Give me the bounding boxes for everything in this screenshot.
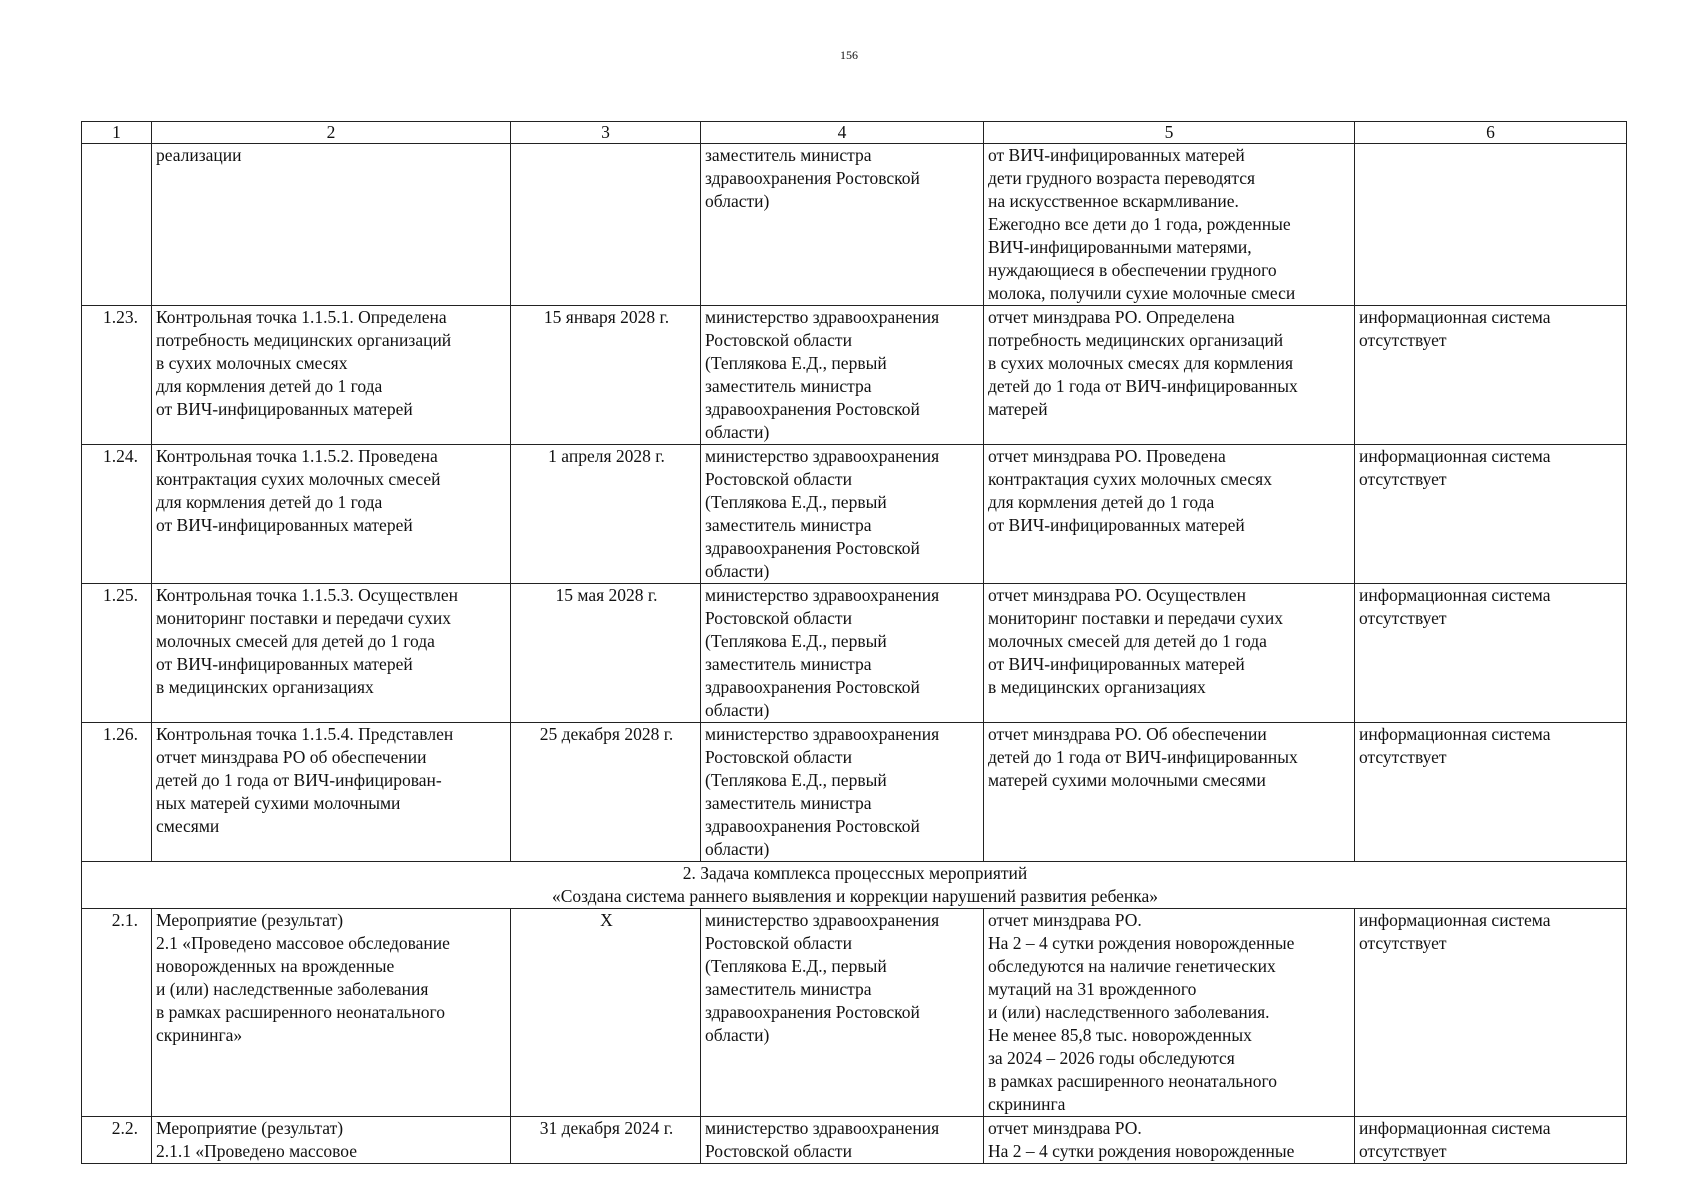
responsible: заместитель министра здравоохранения Ростовской области): [701, 144, 984, 306]
column-header: 2: [152, 122, 511, 144]
item-name: Контрольная точка 1.1.5.4. Представлен отчет минздрава РО об обеспечении детей до 1 года от ВИЧ-инфицирован- ных матерей сухими молочными смесями: [152, 723, 511, 862]
table-row: [82, 723, 1627, 862]
table-row: [82, 445, 1627, 584]
column-header: 4: [701, 122, 984, 144]
row-number: [82, 144, 152, 306]
column-header: 3: [511, 122, 701, 144]
due-date: [511, 144, 701, 306]
item-name: реализации: [152, 144, 511, 306]
info-system: информационная система отсутствует: [1355, 445, 1627, 584]
result-description: отчет минздрава РО. Об обеспечении детей до 1 года от ВИЧ-инфицированных матерей сухими молочными смесями: [984, 723, 1355, 862]
item-name: Мероприятие (результат) 2.1.1 «Проведено массовое: [152, 1117, 511, 1164]
due-date: 31 декабря 2024 г.: [511, 1117, 701, 1164]
section-subtitle: «Создана система раннего выявления и коррекции нарушений развития ребенка»: [551, 886, 1159, 906]
info-system: информационная система отсутствует: [1355, 723, 1627, 862]
responsible: министерство здравоохранения Ростовской области (Теплякова Е.Д., первый заместитель министра здравоохранения Ростовской области): [701, 445, 984, 584]
table-row: [82, 144, 1627, 306]
result-description: отчет минздрава РО. На 2 – 4 сутки рождения новорожденные обследуются на наличие генетических мутаций на 31 врожденного и (или) наследственного заболевания. Не менее 85,8 тыс. новорожденных за 2024 – 2026 годы обследуются в рамках расширенного неонатального скрининга: [984, 909, 1355, 1117]
responsible: министерство здравоохранения Ростовской области (Теплякова Е.Д., первый заместитель министра здравоохранения Ростовской области): [701, 306, 984, 445]
column-header: 6: [1355, 122, 1627, 144]
table-header-row: [82, 122, 1627, 144]
section-heading: [82, 862, 1627, 909]
due-date: 25 декабря 2028 г.: [511, 723, 701, 862]
info-system: информационная система отсутствует: [1355, 306, 1627, 445]
responsible: министерство здравоохранения Ростовской области (Теплякова Е.Д., первый заместитель министра здравоохранения Ростовской области): [701, 909, 984, 1117]
row-number: 1.24.: [82, 445, 152, 584]
item-name: Контрольная точка 1.1.5.2. Проведена контрактация сухих молочных смесей для кормления детей до 1 года от ВИЧ-инфицированных матерей: [152, 445, 511, 584]
table-row: [82, 306, 1627, 445]
due-date: 1 апреля 2028 г.: [511, 445, 701, 584]
table-row: [82, 909, 1627, 1117]
info-system: информационная система отсутствует: [1355, 909, 1627, 1117]
result-description: отчет минздрава РО. На 2 – 4 сутки рождения новорожденные: [984, 1117, 1355, 1164]
page-number: 156: [840, 48, 858, 62]
row-number: 1.25.: [82, 584, 152, 723]
responsible: министерство здравоохранения Ростовской области: [701, 1117, 984, 1164]
row-number: 2.1.: [82, 909, 152, 1117]
due-date: 15 мая 2028 г.: [511, 584, 701, 723]
section-title: 2. Задача комплекса процессных мероприятий: [682, 863, 1028, 883]
item-name: Контрольная точка 1.1.5.1. Определена потребность медицинских организаций в сухих молочных смесях для кормления детей до 1 года от ВИЧ-инфицированных матерей: [152, 306, 511, 445]
column-header: 5: [984, 122, 1355, 144]
table-row: [82, 1117, 1627, 1164]
due-date: Х: [511, 909, 701, 1117]
info-system: информационная система отсутствует: [1355, 1117, 1627, 1164]
section-header-row: [82, 862, 1627, 909]
info-system: информационная система отсутствует: [1355, 584, 1627, 723]
result-description: от ВИЧ-инфицированных матерей дети грудного возраста переводятся на искусственное вскармливание. Ежегодно все дети до 1 года, рожденные ВИЧ-инфицированными матерями, нуждающиеся в обеспечении грудного молока, получили сухие молочные смеси: [984, 144, 1355, 306]
result-description: отчет минздрава РО. Определена потребность медицинских организаций в сухих молочных смесях для кормления детей до 1 года от ВИЧ-инфицированных матерей: [984, 306, 1355, 445]
row-number: 1.23.: [82, 306, 152, 445]
item-name: Мероприятие (результат) 2.1 «Проведено массовое обследование новорожденных на врожденные и (или) наследственные заболевания в рамках расширенного неонатального скрининга»: [152, 909, 511, 1117]
responsible: министерство здравоохранения Ростовской области (Теплякова Е.Д., первый заместитель министра здравоохранения Ростовской области): [701, 584, 984, 723]
responsible: министерство здравоохранения Ростовской области (Теплякова Е.Д., первый заместитель министра здравоохранения Ростовской области): [701, 723, 984, 862]
row-number: 2.2.: [82, 1117, 152, 1164]
table-row: [82, 584, 1627, 723]
plan-table: [81, 121, 1627, 1164]
column-header: 1: [82, 122, 152, 144]
row-number: 1.26.: [82, 723, 152, 862]
result-description: отчет минздрава РО. Проведена контрактация сухих молочных смесях для кормления детей до 1 года от ВИЧ-инфицированных матерей: [984, 445, 1355, 584]
info-system: [1355, 144, 1627, 306]
result-description: отчет минздрава РО. Осуществлен мониторинг поставки и передачи сухих молочных смесей для детей до 1 года от ВИЧ-инфицированных матерей в медицинских организациях: [984, 584, 1355, 723]
due-date: 15 января 2028 г.: [511, 306, 701, 445]
item-name: Контрольная точка 1.1.5.3. Осуществлен мониторинг поставки и передачи сухих молочных смесей для детей до 1 года от ВИЧ-инфицированных матерей в медицинских организациях: [152, 584, 511, 723]
